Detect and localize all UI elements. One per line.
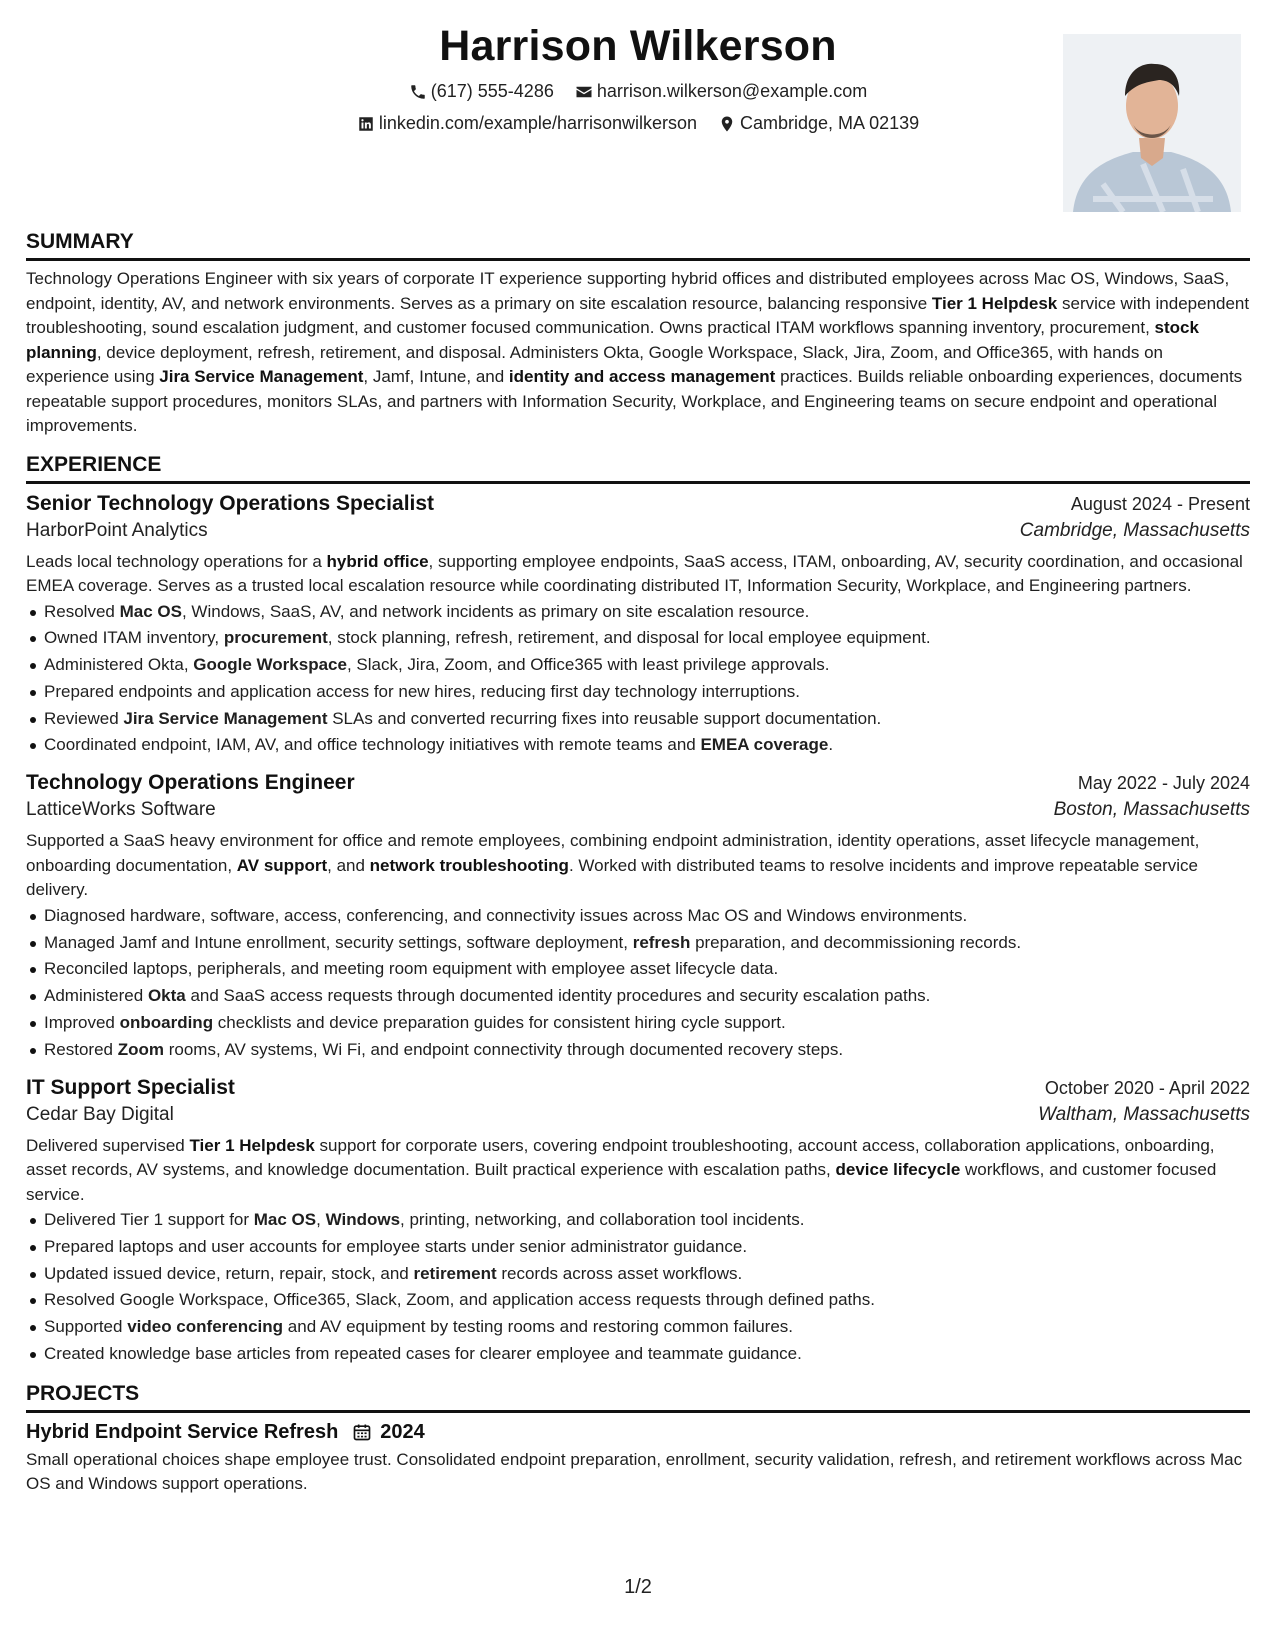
bullet-item: Resolved Google Workspace, Office365, Slack, Zoom, and application access requests through defined paths. [44, 1287, 1250, 1314]
bullet-item: Resolved Mac OS, Windows, SaaS, AV, and network incidents as primary on site escalation resource. [44, 599, 1250, 626]
projects-section [26, 1382, 1250, 1497]
location-contact [718, 113, 919, 134]
bold-keyword: Zoom [117, 1039, 164, 1059]
job-bullets [26, 1207, 1250, 1368]
summary-section [26, 230, 1250, 439]
linkedin-url[interactable]: linkedin.com/example/harrisonwilkerson [378, 113, 697, 133]
project-description: Small operational choices shape employee trust. Consolidated endpoint preparation, enrollment, security validation, refresh, and retirement workflows across Mac OS and Windows support operations. [26, 1449, 1243, 1494]
phone-icon [409, 83, 427, 101]
job-entry [26, 771, 1250, 1063]
bullet-item: Reviewed Jira Service Management SLAs and converted recurring fixes into reusable support documentation. [44, 706, 1250, 733]
email-address[interactable]: harrison.wilkerson@example.com [596, 81, 868, 101]
bold-keyword: Google Workspace [193, 655, 347, 675]
job-bullets [26, 903, 1250, 1064]
bullet-item: Diagnosed hardware, software, access, conferencing, and connectivity issues across Mac OS and Windows environments. [44, 903, 1250, 930]
linkedin-contact[interactable] [357, 113, 697, 134]
profile-photo-image [1063, 34, 1241, 212]
project-name: Hybrid Endpoint Service Refresh [26, 1420, 339, 1443]
bold-keyword: video conferencing [127, 1317, 284, 1337]
bold-keyword: refresh [632, 932, 691, 952]
email-contact[interactable] [575, 81, 867, 102]
company-name: LatticeWorks Software [26, 799, 216, 821]
location-text: Cambridge, MA 02139 [740, 113, 920, 133]
job-description: Delivered supervised Tier 1 Helpdesk support for corporate users, covering endpoint troubleshooting, account access, collaboration applications, onboarding, asset records, AV systems, and knowledge documentation. Built practical experience with escalation paths, device lifecycle workflows, and customer focused service. [26, 1135, 1217, 1204]
project-entry [26, 1421, 1250, 1497]
bullet-item: Improved onboarding checklists and device preparation guides for consistent hiring cycle support. [44, 1010, 1250, 1037]
bold-keyword: network troubleshooting [369, 855, 569, 875]
bold-keyword: Mac OS [253, 1210, 317, 1230]
page-number: 1/2 [624, 1576, 652, 1598]
calendar-icon [352, 1422, 372, 1442]
job-location: Cambridge, Massachusetts [1019, 519, 1250, 541]
linkedin-icon [357, 115, 375, 133]
envelope-icon [575, 83, 593, 101]
bullet-item: Reconciled laptops, peripherals, and meeting room equipment with employee asset lifecycle data. [44, 956, 1250, 983]
bullet-item: Delivered Tier 1 support for Mac OS, Windows, printing, networking, and collaboration tool incidents. [44, 1207, 1250, 1234]
bold-keyword: onboarding [119, 1012, 214, 1032]
bullet-item: Updated issued device, return, repair, stock, and retirement records across asset workflows. [44, 1261, 1250, 1288]
job-description: Leads local technology operations for a hybrid office, supporting employee endpoints, SaaS access, ITAM, onboarding, AV, security coordination, and occasional EMEA coverage. Serves as a trusted local escalation resource while coordinating distributed IT, Information Security, Workplace, and Engineering partners. [26, 551, 1243, 595]
bold-keyword: Tier 1 Helpdesk [931, 293, 1058, 313]
bullet-item: Administered Okta and SaaS access requests through documented identity procedures and security escalation paths. [44, 983, 1250, 1010]
job-title: Senior Technology Operations Specialist [26, 491, 435, 515]
map-pin-icon [718, 115, 736, 133]
bold-keyword: Okta [147, 986, 186, 1006]
section-title-summary: SUMMARY [26, 230, 1250, 261]
section-title-projects: PROJECTS [26, 1382, 1250, 1413]
phone-contact [409, 81, 554, 102]
bold-keyword: hybrid office [326, 551, 429, 571]
bold-keyword: device lifecycle [835, 1160, 961, 1180]
bold-keyword: stock planning [26, 318, 1199, 362]
bullet-item: Prepared laptops and user accounts for employee starts under senior administrator guidance. [44, 1234, 1250, 1261]
job-entry [26, 1076, 1250, 1368]
candidate-name: Harrison Wilkerson [439, 22, 837, 70]
bullet-item: Owned ITAM inventory, procurement, stock planning, refresh, retirement, and disposal for local employee equipment. [44, 625, 1250, 652]
bullet-item: Restored Zoom rooms, AV systems, Wi Fi, and endpoint connectivity through documented recovery steps. [44, 1037, 1250, 1064]
job-location: Boston, Massachusetts [1053, 799, 1250, 821]
bullet-item: Managed Jamf and Intune enrollment, security settings, software deployment, refresh preparation, and decommissioning records. [44, 930, 1250, 957]
phone-number: (617) 555-4286 [430, 81, 554, 101]
experience-section [26, 453, 1250, 1368]
job-description: Supported a SaaS heavy environment for office and remote employees, combining endpoint administration, identity operations, asset lifecycle management, onboarding documentation, AV support, and network troubleshooting. Worked with distributed teams to resolve incidents and improve repeatable service delivery. [26, 831, 1200, 900]
bold-keyword: retirement [413, 1263, 497, 1283]
company-name: Cedar Bay Digital [26, 1103, 174, 1125]
bullet-item: Coordinated endpoint, IAM, AV, and office technology initiatives with remote teams and EMEA coverage. [44, 732, 1250, 759]
bullet-item: Created knowledge base articles from repeated cases for clearer employee and teammate guidance. [44, 1341, 1250, 1368]
job-entry [26, 492, 1250, 760]
company-name: HarborPoint Analytics [26, 519, 208, 541]
job-title: Technology Operations Engineer [26, 771, 355, 795]
job-dates: October 2020 - April 2022 [1044, 1077, 1250, 1098]
project-year: 2024 [380, 1420, 425, 1443]
bold-keyword: Jira Service Management [123, 708, 328, 728]
job-location: Waltham, Massachusetts [1038, 1103, 1250, 1125]
job-title: IT Support Specialist [26, 1075, 235, 1099]
summary-text: Technology Operations Engineer with six years of corporate IT experience supporting hybrid offices and distributed employees across Mac OS, Windows, SaaS, endpoint, identity, AV, and network environments. Serves as a primary on site escalation resource, balancing responsive Tier 1 Helpdesk service with independent troubleshooting, sound escalation judgment, and customer focused communication. Owns practical ITAM workflows spanning inventory, procurement, stock planning, device deployment, refresh, retirement, and disposal. Administers Okta, Google Workspace, Slack, Jira, Zoom, and Office365, with hands on experience using Jira Service Management, Jamf, Intune, and identity and access management practices. Builds reliable onboarding experiences, documents repeatable support procedures, monitors SLAs, and partners with Information Security, Workplace, and Engineering teams on secure endpoint and operational improvements. [26, 269, 1250, 435]
resume-header [26, 0, 1250, 230]
job-bullets [26, 599, 1250, 760]
resume-page [26, 0, 1250, 1650]
bold-keyword: Mac OS [119, 601, 182, 621]
bullet-item: Supported video conferencing and AV equipment by testing rooms and restoring common failures. [44, 1314, 1250, 1341]
bold-keyword: identity and access management [508, 367, 776, 386]
bold-keyword: Tier 1 Helpdesk [189, 1135, 315, 1155]
section-title-experience: EXPERIENCE [26, 453, 1250, 484]
job-dates: August 2024 - Present [1070, 493, 1250, 514]
bullet-item: Administered Okta, Google Workspace, Slack, Jira, Zoom, and Office365 with least privilege approvals. [44, 652, 1250, 679]
bold-keyword: Jira Service Management [159, 367, 364, 386]
bullet-item: Prepared endpoints and application access for new hires, reducing first day technology interruptions. [44, 679, 1250, 706]
bold-keyword: EMEA coverage [700, 735, 829, 755]
profile-photo [1063, 34, 1241, 212]
bold-keyword: Windows [325, 1210, 401, 1230]
bold-keyword: procurement [223, 628, 328, 648]
bold-keyword: AV support [236, 855, 328, 875]
job-dates: May 2022 - July 2024 [1077, 773, 1250, 794]
